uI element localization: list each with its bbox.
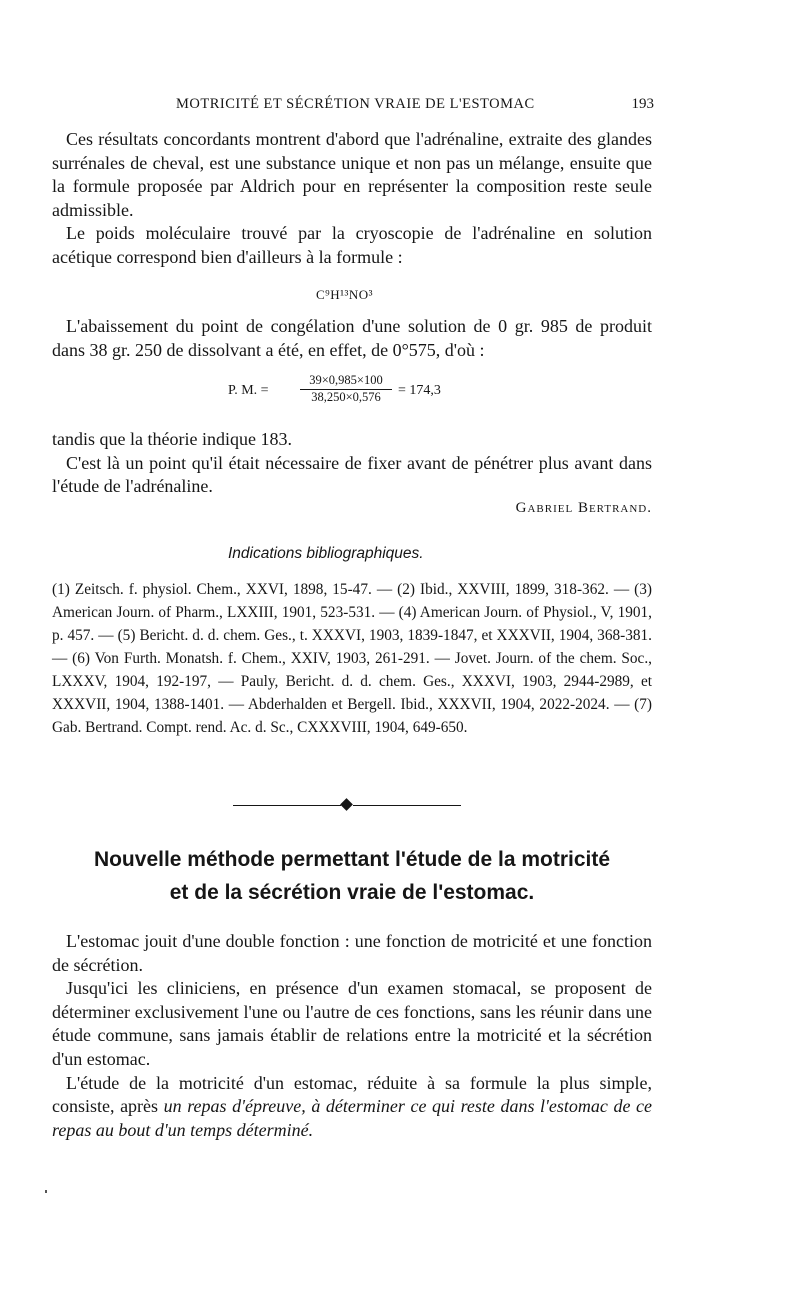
paragraph-molecular-weight: Le poids moléculaire trouvé par la cryoscopie de l'adrénaline en solution acétique correspond bien d'ailleurs à la formule : <box>52 223 652 267</box>
paragraph-motricity-study <box>52 1072 652 1143</box>
molecular-formula: C⁹H¹³NO³ <box>316 287 374 302</box>
paragraph-theory: tandis que la théorie indique 183. <box>52 429 292 449</box>
equation-lhs: P. M. = <box>228 383 269 398</box>
fraction-denominator: 38,250×0,576 <box>311 390 381 404</box>
equation-fraction <box>300 373 392 405</box>
page-number: 193 <box>631 96 654 112</box>
article-conclusion-cont <box>52 315 652 362</box>
paragraph-clinicians: Jusqu'ici les cliniciens, en présence d'un examen stomacal, se proposent de déterminer exclusivement l'une ou l'autre de ces fonctions, sans les réunir dans une étude commune, sans jamais établir de relations entre la motricité et la sécrétion d'un estomac. <box>52 978 652 1069</box>
author-signature: Gabriel Bertrand. <box>515 500 652 516</box>
section-title <box>52 843 652 909</box>
bibliography-heading: Indications bibliographiques. <box>228 545 424 562</box>
paragraph-double-function: L'estomac jouit d'une double fonction : une fonction de motricité et une fonction de sécrétion. <box>52 931 652 975</box>
scan-speck <box>45 1190 47 1193</box>
fraction-numerator: 39×0,985×100 <box>300 373 392 390</box>
section-body <box>52 930 652 1142</box>
section-title-line-1: Nouvelle méthode permettant l'étude de la motricité <box>93 848 611 871</box>
paragraph-motricity-italic: un repas d'épreuve, à déterminer ce qui reste dans l'estomac de ce repas au bout d'un temps déterminé. <box>52 1096 653 1140</box>
running-header <box>52 96 654 118</box>
running-title: MOTRICITÉ ET SÉCRÉTION VRAIE DE L'ESTOMAC <box>176 96 535 112</box>
divider-line-left <box>233 805 341 806</box>
paragraph-motricity-start: L'étude de la motricité d'un estomac, réduite à sa formule la plus simple, consiste, après <box>52 1072 652 1117</box>
divider-line-right <box>353 805 461 806</box>
bibliography-references <box>52 578 652 739</box>
reference-list: (1) Zeitsch. f. physiol. Chem., XXVI, 1898, 15-47. — (2) Ibid., XXVIII, 1899, 318-362. — (3) American Journ. of Pharm., LXXIII, 1901, 523-531. — (4) American Journ. of Physiol., V, 1901, p. 457. — (5) Bericht. d. d. chem. Ges., t. XXXVI, 1903, 1839-1847, et XXXVII, 1904, 368-381. — (6) Von Furth. Monatsh. f. Chem., XXIV, 1903, 261-291. — Jovet. Journ. of the chem. Soc., LXXXV, 1904, 192-197, — Pauly, Bericht. d. d. chem. Ges., XXXVI, 1903, 2944-2989, et XXXVII, 1904, 1388-1401. — Abderhalden et Bergell. Ibid., XXXVII, 1904, 2022-2024. — (7) Gab. Bertrand. Compt. rend. Ac. d. Sc., CXXXVIII, 1904, 649-650. <box>52 581 652 736</box>
article-conclusion-end <box>52 428 652 499</box>
section-title-line-2: et de la sécrétion vraie de l'estomac. <box>169 881 535 904</box>
equation-rhs: = 174,3 <box>398 383 441 398</box>
diamond-ornament-icon <box>340 798 353 811</box>
paragraph-freezing-point: L'abaissement du point de congélation d'une solution de 0 gr. 985 de produit dans 38 gr. 250 de dissolvant a été, en effet, de 0°575, d'où : <box>52 316 652 360</box>
molecular-weight-equation <box>228 373 488 407</box>
paragraph-closing: C'est là un point qu'il était nécessaire de fixer avant de pénétrer plus avant dans l'étude de l'adrénaline. <box>52 452 652 497</box>
paragraph-results: Ces résultats concordants montrent d'abord que l'adrénaline, extraite des glandes surrénales de cheval, est une substance unique et non pas un mélange, ensuite que la formule proposée par Aldrich pour en représenter la composition reste seule admissible. <box>52 129 652 220</box>
article-conclusion <box>52 128 652 270</box>
section-divider <box>233 800 461 812</box>
